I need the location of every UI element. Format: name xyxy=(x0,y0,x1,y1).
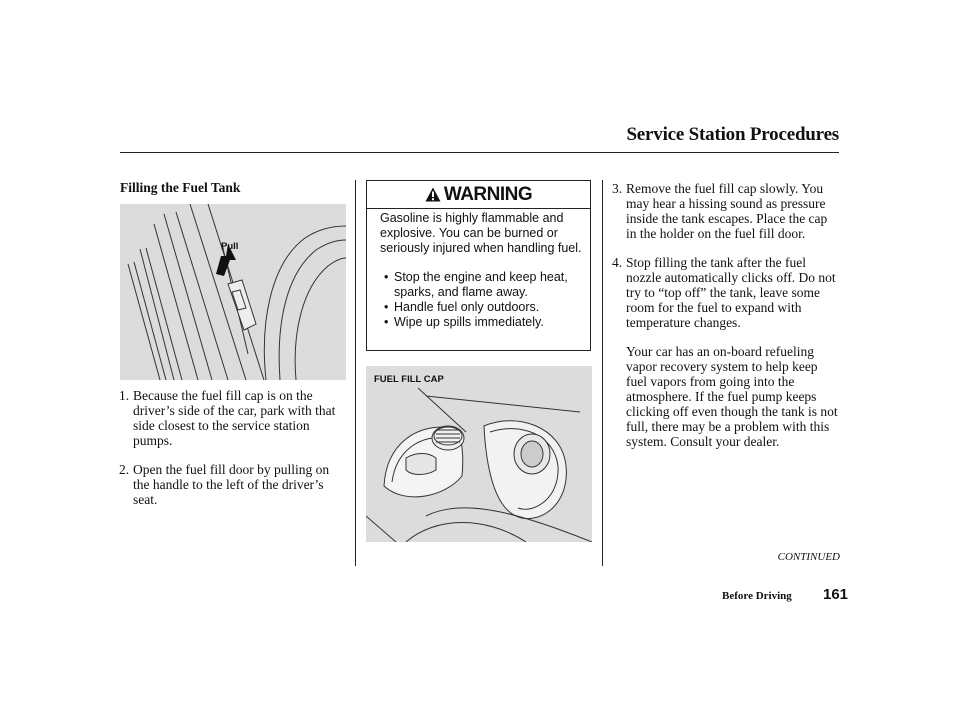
column-divider-right xyxy=(602,180,603,566)
warning-body xyxy=(380,211,586,330)
pull-handle-illustration xyxy=(120,204,346,380)
step-number: 4. xyxy=(612,255,623,270)
continued-label: CONTINUED xyxy=(777,551,840,563)
step-text: Remove the fuel fill cap slowly. You may hear a hissing sound as pressure inside the tank escapes. Place the cap in the holder on the fuel fill door. xyxy=(626,181,828,241)
warning-box xyxy=(366,180,591,351)
right-steps xyxy=(612,181,840,449)
step-text: Because the fuel fill cap is on the driver’s side of the car, park with that side closest to the service station pumps. xyxy=(133,388,336,448)
warning-bullet: • Handle fuel only outdoors. xyxy=(384,300,540,314)
page-number: 161 xyxy=(823,586,849,603)
page-title: Service Station Procedures xyxy=(626,124,839,145)
footer-section-name: Before Driving xyxy=(722,590,792,602)
step-3 xyxy=(612,181,840,241)
step-1 xyxy=(119,388,341,448)
title-divider xyxy=(120,152,839,153)
step-4 xyxy=(612,255,840,330)
vapor-recovery-paragraph: Your car has an on-board refueling vapor recovery system to help keep fuel vapors from going into the atmosphere. If the fuel pump keeps clicking off even though the tank is not full, there may be a problem with this system. Consult your dealer. xyxy=(626,344,838,449)
pull-label: Pull xyxy=(221,241,239,252)
pull-handle-drawing xyxy=(120,204,346,380)
warning-list xyxy=(380,270,586,330)
step-number: 1. xyxy=(119,388,130,403)
left-steps xyxy=(119,388,341,521)
warning-label: WARNING xyxy=(443,183,533,205)
warning-bullet: • Stop the engine and keep heat, sparks, and flame away. xyxy=(384,270,568,299)
step-text: Open the fuel fill door by pulling on the handle to the left of the driver’s seat. xyxy=(133,462,330,507)
warning-intro: Gasoline is highly flammable and explosive. You can be burned or seriously injured when handling fuel. xyxy=(380,211,582,255)
step-text: Stop filling the tank after the fuel nozzle automatically clicks off. Do not try to “top off” the tank, leave some room for the fuel to expand with temperature changes. xyxy=(626,255,836,330)
fuel-cap-drawing xyxy=(366,366,592,542)
fuel-cap-label: FUEL FILL CAP xyxy=(374,374,444,385)
fuel-cap-illustration xyxy=(366,366,592,542)
warning-header xyxy=(367,181,590,209)
section-heading: Filling the Fuel Tank xyxy=(120,180,241,195)
step-number: 2. xyxy=(119,462,130,477)
step-2 xyxy=(119,462,341,507)
warning-bullet: • Wipe up spills immediately. xyxy=(384,315,544,329)
warning-triangle-icon xyxy=(425,187,441,202)
step-number: 3. xyxy=(612,181,623,196)
column-divider-left xyxy=(355,180,356,566)
